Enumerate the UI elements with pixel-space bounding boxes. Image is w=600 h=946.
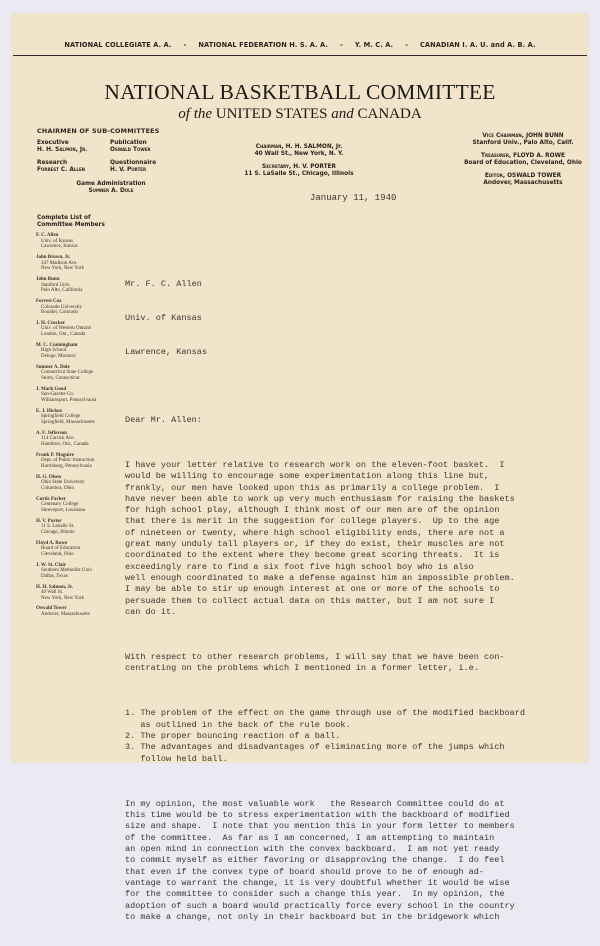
member-address-line: 11 S. LaSalle St. xyxy=(41,524,75,530)
member-name: Frank P. Maguire xyxy=(36,452,74,458)
members-heading xyxy=(37,215,105,229)
text-line: to make a change, not only in their backboard but in the bridgework which xyxy=(125,911,500,922)
member-entry xyxy=(36,519,136,536)
text-line: I may be able to stir up enough interest at one or more of the schools to xyxy=(125,584,500,595)
member-entry xyxy=(36,255,136,272)
member-address-line: Columbus, Ohio xyxy=(41,485,75,491)
subcommittee-chair: Oswald Tower xyxy=(110,147,151,153)
salutation: Dear Mr. Allen: xyxy=(125,414,202,425)
letter-date: January 11, 1940 xyxy=(310,193,397,203)
member-entry xyxy=(36,431,136,448)
separator: - xyxy=(405,41,408,49)
subcommittee-role: Research xyxy=(37,160,68,166)
subcommittee-role: Questionnaire xyxy=(110,160,157,166)
member-address-line: Connecticut State College xyxy=(41,370,94,376)
member-address-line: Springfield, Massachusetts xyxy=(41,419,95,425)
text-line: persuade them to collect actual data on this matter, but I am not sure I xyxy=(125,595,495,606)
member-entry xyxy=(36,409,136,426)
subcommittee-role: Executive xyxy=(37,140,69,146)
member-address-line: Ohio State University xyxy=(41,480,85,486)
member-name: Forrest Cox xyxy=(36,298,62,304)
officer-address: 11 S. LaSalle St., Chicago, Illinois xyxy=(244,171,354,177)
text-line: would be willing to encourage some experimentation along this line but, xyxy=(125,471,490,482)
member-entry xyxy=(36,563,136,580)
member-address-line: Shreveport, Louisiana xyxy=(41,507,86,513)
subtitle-and: and xyxy=(331,106,354,122)
subcommittee-role: Game Administration xyxy=(76,181,146,187)
separator: - xyxy=(339,41,343,49)
subcommittee-chair: Sumner A. Dole xyxy=(88,188,134,194)
officer-name: FLOYD A. ROWE xyxy=(513,153,565,159)
secretary xyxy=(241,164,357,171)
member-address-line: Colorado University xyxy=(41,304,82,310)
address-line: Univ. of Kansas xyxy=(125,313,202,324)
text-line: I have your letter relative to research work on the eleven-foot basket. I xyxy=(125,459,505,470)
member-name: H. G. Olsen xyxy=(36,474,62,480)
subtitle-us: UNITED STATES xyxy=(215,106,328,122)
member-name: John Bunn xyxy=(36,276,60,282)
member-address-line: Deloge, Missouri xyxy=(41,354,76,360)
member-address-line: Dept. of Public Instruction xyxy=(41,458,95,464)
chairman xyxy=(241,144,357,151)
member-name: M. C. Cunningham xyxy=(36,342,78,348)
list-item xyxy=(125,742,587,765)
member-entry xyxy=(36,453,136,470)
editor xyxy=(461,173,585,180)
treasurer xyxy=(461,153,585,160)
text-line: coordinated to the extent where they become great scoring threats. It is xyxy=(125,550,500,561)
member-address-line: 347 Madison Ave. xyxy=(41,260,78,266)
text-line: frankly, our men have looked upon this as primarily a college problem. I xyxy=(125,482,500,493)
members-heading-line: Complete List of xyxy=(37,215,91,221)
member-entry xyxy=(36,541,136,558)
vice-chairman xyxy=(461,133,585,140)
text-line: centrating on the problems which I mentioned in a former letter, i.e. xyxy=(125,663,479,674)
letter-page xyxy=(11,13,589,922)
officer-title: Treasurer, xyxy=(481,153,512,159)
member-address-line: Southern Methodist Univ. xyxy=(41,568,93,574)
header-rule xyxy=(13,55,587,56)
members-list xyxy=(36,233,136,623)
text-line: With respect to other research problems, I will say that we have been con- xyxy=(125,651,505,662)
member-address-line: Univ. of Western Ontario xyxy=(41,326,92,332)
member-organizations xyxy=(11,41,589,49)
member-address-line: Centenary College xyxy=(41,502,79,508)
member-address-line: Springfield College xyxy=(41,414,81,420)
text-line: an open mind in connection with the convex backboard. I am not yet ready xyxy=(125,844,500,855)
research-list xyxy=(125,708,587,764)
subtitle-of-the: of the xyxy=(178,106,213,122)
text-line: vantage to warrant the change, it is very doubtful whether it would be wise xyxy=(125,877,510,888)
member-address-line: New York, New York xyxy=(41,266,85,272)
member-address-line: Sun-Gazette Co. xyxy=(41,392,75,398)
member-name: J. W. St. Clair xyxy=(36,562,67,568)
subcommittee-game-administration xyxy=(61,181,161,195)
member-address-line: Board of Education xyxy=(41,546,81,552)
subcommittee-publication xyxy=(110,140,151,154)
text-line: can do it. xyxy=(125,606,177,617)
text-line: that there is merit in the suggestion for college players. Up to the age xyxy=(125,516,500,527)
officer-address: 40 Wall St., New York, N. Y. xyxy=(254,151,344,157)
org-ymca: Y. M. C. A. xyxy=(354,41,394,49)
member-address-line: London, Ont., Canada xyxy=(41,332,86,338)
member-address-line: Boulder, Colorado xyxy=(41,310,79,316)
member-address-line: Chicago, Illinois xyxy=(41,529,75,535)
letter-body xyxy=(125,234,587,946)
member-address-line: Williamsport, Pennsylvania xyxy=(41,397,97,403)
member-name: E. J. Hickox xyxy=(36,408,63,414)
subcommittee-role: Publication xyxy=(110,140,147,146)
committee-subtitle xyxy=(11,106,589,123)
address-line: Mr. F. C. Allen xyxy=(125,279,202,290)
text-line: this time would be to stress experimentation with the backboard of modified xyxy=(125,810,510,821)
address-line: Lawrence, Kansas xyxy=(125,346,208,357)
officer-title: Editor, xyxy=(484,173,506,179)
member-name: John Brown, Jr. xyxy=(36,254,71,260)
text-line: adoption of such a board would practically force every school in the country xyxy=(125,900,515,911)
member-entry xyxy=(36,606,136,617)
subcommittee-chair: Forrest C. Allen xyxy=(37,167,86,173)
member-address-line: Cleveland, Ohio xyxy=(41,551,74,557)
member-name: Sumner A. Dole xyxy=(36,364,70,370)
member-entry xyxy=(36,277,136,294)
member-name: H. H. Salmon, Jr. xyxy=(36,584,73,590)
member-address-line: New York, New York xyxy=(41,595,85,601)
member-address-line: High School xyxy=(41,348,67,354)
text-line: of the committee. As far as I am concerned, I am attempting to maintain xyxy=(125,832,495,843)
list-item-line: 3. The advantages and disadvantages of eliminating more of the jumps which xyxy=(125,742,505,753)
text-line: that even if the convex type of board should prove to be of enough ad- xyxy=(125,866,485,877)
member-entry xyxy=(36,343,136,360)
text-line: for high school play, although I think most of our men are of the opinion xyxy=(125,505,500,516)
member-entry xyxy=(36,321,136,338)
list-item xyxy=(125,731,587,742)
officer-address: Andover, Massachusetts xyxy=(483,180,563,186)
member-name: H. V. Porter xyxy=(36,518,62,524)
org-nfhsaa: NATIONAL FEDERATION H. S. A. A. xyxy=(198,41,328,49)
member-address-line: Lawrence, Kansas xyxy=(41,244,78,250)
member-address-line: Palo Alto, California xyxy=(41,288,83,294)
list-item-line: follow held ball. xyxy=(125,753,228,764)
officer-name: OSWALD TOWER xyxy=(507,173,562,179)
member-entry xyxy=(36,299,136,316)
member-entry xyxy=(36,475,136,492)
member-name: Oswald Tower xyxy=(36,606,67,612)
member-address-line: 40 Wall St. xyxy=(41,590,64,596)
subcommittee-chair: H. H. Salmon, Jr. xyxy=(37,147,88,153)
member-address-line: Harrisburg, Pennsylvania xyxy=(41,463,92,469)
member-address-line: Dallas, Texas xyxy=(41,573,68,579)
text-line: to commit myself as either favoring or disapproving the change. I do feel xyxy=(125,855,505,866)
member-entry xyxy=(36,585,136,602)
member-address-line: 114 Carrick Ave. xyxy=(41,436,75,442)
paragraph-3 xyxy=(125,799,587,923)
member-entry xyxy=(36,497,136,514)
subtitle-canada: CANADA xyxy=(357,106,422,122)
officer-title: Secretary, xyxy=(262,164,292,170)
officer-title: Vice Chairman, xyxy=(482,133,524,139)
member-name: Floyd A. Rowe xyxy=(36,540,68,546)
member-entry xyxy=(36,365,136,382)
subcommittee-chair: H. V. Porter xyxy=(110,167,147,173)
paragraph-2 xyxy=(125,652,587,675)
org-ncaa: NATIONAL COLLEGIATE A. A. xyxy=(64,41,172,49)
member-name: A. F. Jefferson xyxy=(36,430,67,436)
separator: - xyxy=(183,41,187,49)
paragraph-1 xyxy=(125,460,587,618)
text-line: for the committee to consider such a change this year. In my opinion, the xyxy=(125,889,505,900)
officer-title: Chairman, xyxy=(255,144,284,150)
member-name: J. H. Crocker xyxy=(36,320,66,326)
subcommittee-executive xyxy=(37,140,87,154)
list-item-line: 1. The problem of the effect on the game through use of the modified backboard xyxy=(125,708,526,719)
list-item-line: 2. The proper bouncing reaction of a ball. xyxy=(125,731,341,742)
member-entry xyxy=(36,387,136,404)
text-line: of nineteen or twenty, where high school eligibility ends, there are not a xyxy=(125,527,505,538)
members-heading-line: Committee Members xyxy=(37,222,105,228)
subcommittee-questionnaire xyxy=(110,160,156,174)
member-entry xyxy=(36,233,136,250)
center-officers xyxy=(241,144,357,178)
right-officers xyxy=(461,133,585,187)
inside-address xyxy=(125,257,587,381)
officer-name: JOHN BUNN xyxy=(525,133,564,139)
member-name: J. Mark Good xyxy=(36,386,67,392)
member-address-line: Stanford Univ. xyxy=(41,282,71,288)
member-address-line: Storrs, Connecticut xyxy=(41,376,80,381)
committee-title: NATIONAL BASKETBALL COMMITTEE xyxy=(104,80,496,104)
text-line: size and shape. I note that you mention this in your form letter to members xyxy=(125,821,515,832)
officer-address: Board of Education, Cleveland, Ohio xyxy=(464,160,582,166)
officer-name: H. H. SALMON, Jr. xyxy=(285,144,343,150)
list-item xyxy=(125,708,587,731)
text-line: great many unduly tall players or, if they do exist, their muscles are not xyxy=(125,539,505,550)
member-address-line: Hamilton, Ont., Canada xyxy=(41,441,89,447)
member-address-line: Univ. of Kansas xyxy=(41,238,74,244)
text-line: well enough coordinated to make a defense against him an impossible problem. xyxy=(125,572,515,583)
org-canadian: CANADIAN I. A. U. and A. B. A. xyxy=(419,41,536,49)
text-line: In my opinion, the most valuable work the Research Committee could do at xyxy=(125,798,505,809)
member-name: F. C. Allen xyxy=(36,233,59,238)
subcommittees-heading: CHAIRMEN OF SUB-COMMITTEES xyxy=(37,127,160,135)
officer-address: Stanford Univ., Palo Alto, Calif. xyxy=(472,140,574,146)
text-line: have never been able to work up very much enthusiasm for raising the baskets xyxy=(125,493,515,504)
member-name: Curtis Parker xyxy=(36,496,66,502)
officer-name: H. V. PORTER xyxy=(293,164,336,170)
member-address-line: Andover, Massachusetts xyxy=(41,612,90,618)
list-item-line: as outlined in the back of the rule book. xyxy=(125,719,351,730)
subcommittee-research xyxy=(37,160,85,174)
text-line: exceedingly rare to find a six foot five high school boy who is also xyxy=(125,561,474,572)
